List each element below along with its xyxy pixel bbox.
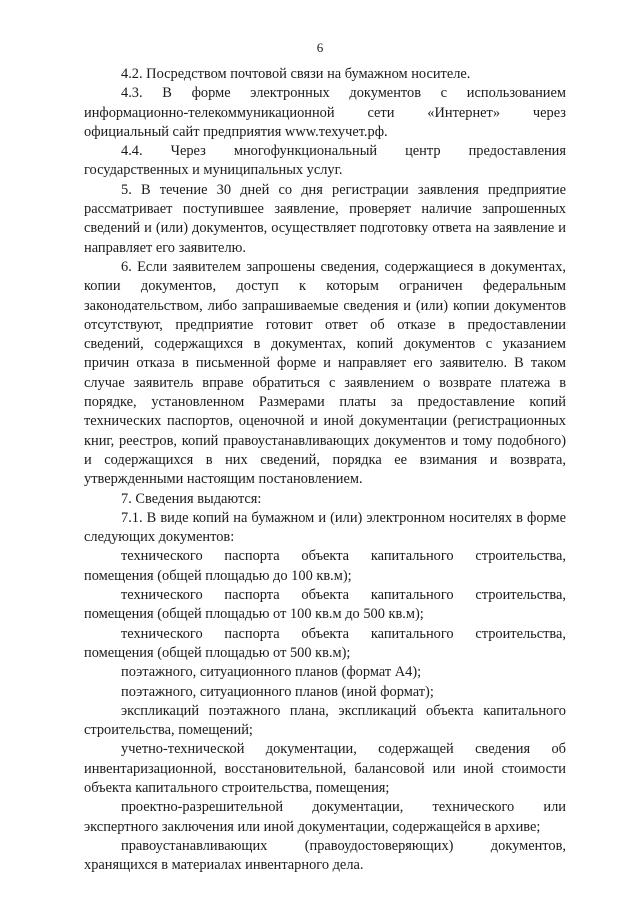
paragraph-4-3: 4.3. В форме электронных документов с использованием информационно-телекоммуникационной сети «Интернет» через официальный сайт предприятия www.техучет.рф. [84,85,566,140]
list-item-explications: экспликаций поэтажного плана, экспликаций объекта капитального строительства, помещений; [84,702,566,739]
list-item-floor-plans-other: поэтажного, ситуационного планов (иной формат); [121,683,434,700]
list-item-tech-passport-100-500: технического паспорта объекта капитального строительства, помещения (общей площадью от 100 кв.м до 500 кв.м); [84,587,566,623]
paragraph-7: 7. Сведения выдаются: [121,490,262,507]
list-item-accounting-docs: учетно-технической документации, содержащей сведения об инвентаризационной, восстановительной, балансовой или иной стоимости объекта капитального строительства, помещения; [84,741,566,796]
paragraph-6: 6. Если заявителем запрошены сведения, содержащиеся в документах, копии документов, доступ к которым ограничен федеральным законодательством, либо запрашиваемые сведения и (или) копии документов отсутствуют, предприятие готовит ответ об отказе в предоставлении сведений, содержащихся в документах, копий документов с указанием причин отказа в письменной форме и направляет его заявителю. В таком случае заявитель вправе обратиться с заявлением о возврате платежа в порядке, установленном Размерами платы за предоставление копий технических паспортов, оценочной и иной документации (регистрационных книг, реестров, копий правоустанавливающих документов и тому подобного) и содержащихся в них сведений, порядка ее взимания и возврата, утвержденными настоящим постановлением. [84,258,566,488]
list-item-design-permits: проектно-разрешительной документации, технического или экспертного заключения или иной документации, содержащейся в архиве; [84,799,566,835]
list-item-floor-plans-a4: поэтажного, ситуационного планов (формат А4); [121,664,422,681]
paragraph-4-4: 4.4. Через многофункциональный центр предоставления государственных и муниципальных услуг. [84,143,566,179]
list-item-title-documents: правоустанавливающих (правоудостоверяющих) документов, хранящихся в материалах инвентарного дела. [84,837,566,874]
paragraph-5: 5. В течение 30 дней со дня регистрации заявления предприятие рассматривает поступившее заявление, проверяет наличие запрошенных сведений и (или) документов, осуществляет подготовку ответа на заявление и направляет его заявителю. [84,181,566,256]
paragraph-4-2: 4.2. Посредством почтовой связи на бумажном носителе. [121,66,471,82]
list-item-tech-passport-500: технического паспорта объекта капитального строительства, помещения (общей площадью от 500 кв.м); [84,625,566,661]
list-item-tech-passport-100: технического паспорта объекта капитального строительства, помещения (общей площадью до 100 кв.м); [84,548,566,584]
page-number: 6 [316,40,324,55]
paragraph-7-1: 7.1. В виде копий на бумажном и (или) электронном носителях в форме следующих документов: [84,509,566,546]
document-body [84,65,566,875]
